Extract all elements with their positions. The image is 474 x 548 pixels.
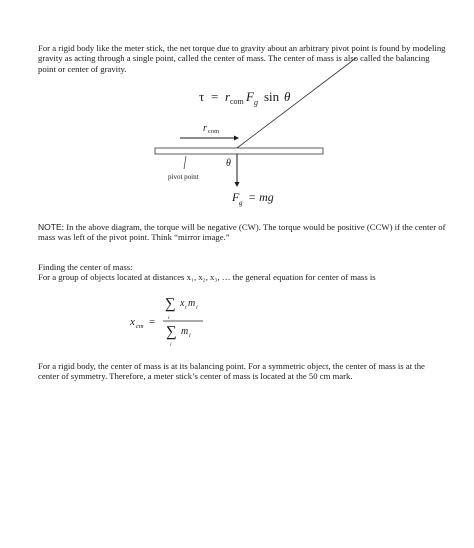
torque-F: F xyxy=(246,89,254,104)
numerator-x-sub: i xyxy=(185,305,187,311)
numerator-sigma: ∑ xyxy=(165,296,176,312)
svg-text:= mg: = mg xyxy=(248,190,274,204)
torque-r: r xyxy=(225,89,231,104)
svg-text:g: g xyxy=(239,199,243,207)
torque-F-sub: g xyxy=(254,98,258,107)
xcm-sub: cm xyxy=(136,323,144,330)
note-text: : In the above diagram, the torque will be negative (CW). The torque would be positive (CCW) if the center of mass was left of the pivot point. Think “mirror image.” xyxy=(38,222,446,243)
gravity-force-arrow xyxy=(235,154,240,187)
rigid-body-paragraph: For a rigid body, the center of mass is at its balancing point. For a symmetric object, the center of mass is at the center of symmetry. Therefore, a meter stick’s center of mass is located at the 50 cm mark. xyxy=(38,361,425,382)
finding-body: For a group of objects located at distances x₁, x₂, x₃, … the general equation for center of mass is xyxy=(38,272,376,282)
r-com-label xyxy=(203,123,219,135)
torque-theta: θ xyxy=(284,89,291,104)
denominator-m: m xyxy=(181,326,189,337)
torque-r-sub: com xyxy=(230,97,244,106)
torque-equals: = xyxy=(211,89,219,104)
note-label: NOTE xyxy=(38,222,62,232)
svg-text:F: F xyxy=(232,190,240,204)
gravity-force-label xyxy=(231,190,274,207)
numerator-sum-index: i xyxy=(168,315,170,321)
numerator-m: m xyxy=(188,298,196,309)
xcm-equals: = xyxy=(149,316,156,328)
center-of-mass-formula xyxy=(129,296,203,348)
denominator-sigma: ∑ xyxy=(166,324,177,340)
meter-stick xyxy=(155,148,323,154)
svg-text:com: com xyxy=(208,128,220,135)
pivot-marker-line xyxy=(184,156,186,169)
note-paragraph xyxy=(38,222,446,243)
svg-text:r: r xyxy=(203,123,207,134)
torque-equation xyxy=(199,89,291,107)
finding-title: Finding the center of mass: xyxy=(38,262,133,272)
numerator-x: x xyxy=(180,298,185,309)
xcm-x: x xyxy=(130,316,135,328)
torque-sin: sin xyxy=(264,89,280,104)
denominator-m-sub: i xyxy=(189,333,191,339)
pivot-point-label: pivot point xyxy=(168,173,199,181)
theta-label: θ xyxy=(226,158,231,169)
numerator-m-sub: i xyxy=(196,305,198,311)
r-com-arrow xyxy=(180,136,239,141)
denominator-sum-index: i xyxy=(170,342,172,348)
torque-symbol: τ xyxy=(199,89,205,104)
intro-paragraph: For a rigid body like the meter stick, the net torque due to gravity about an arbitrary pivot point is found by modeling gravity as acting through a single point, called the center of mass. The center of mass is also called the balancing point or center of gravity. xyxy=(38,43,446,74)
